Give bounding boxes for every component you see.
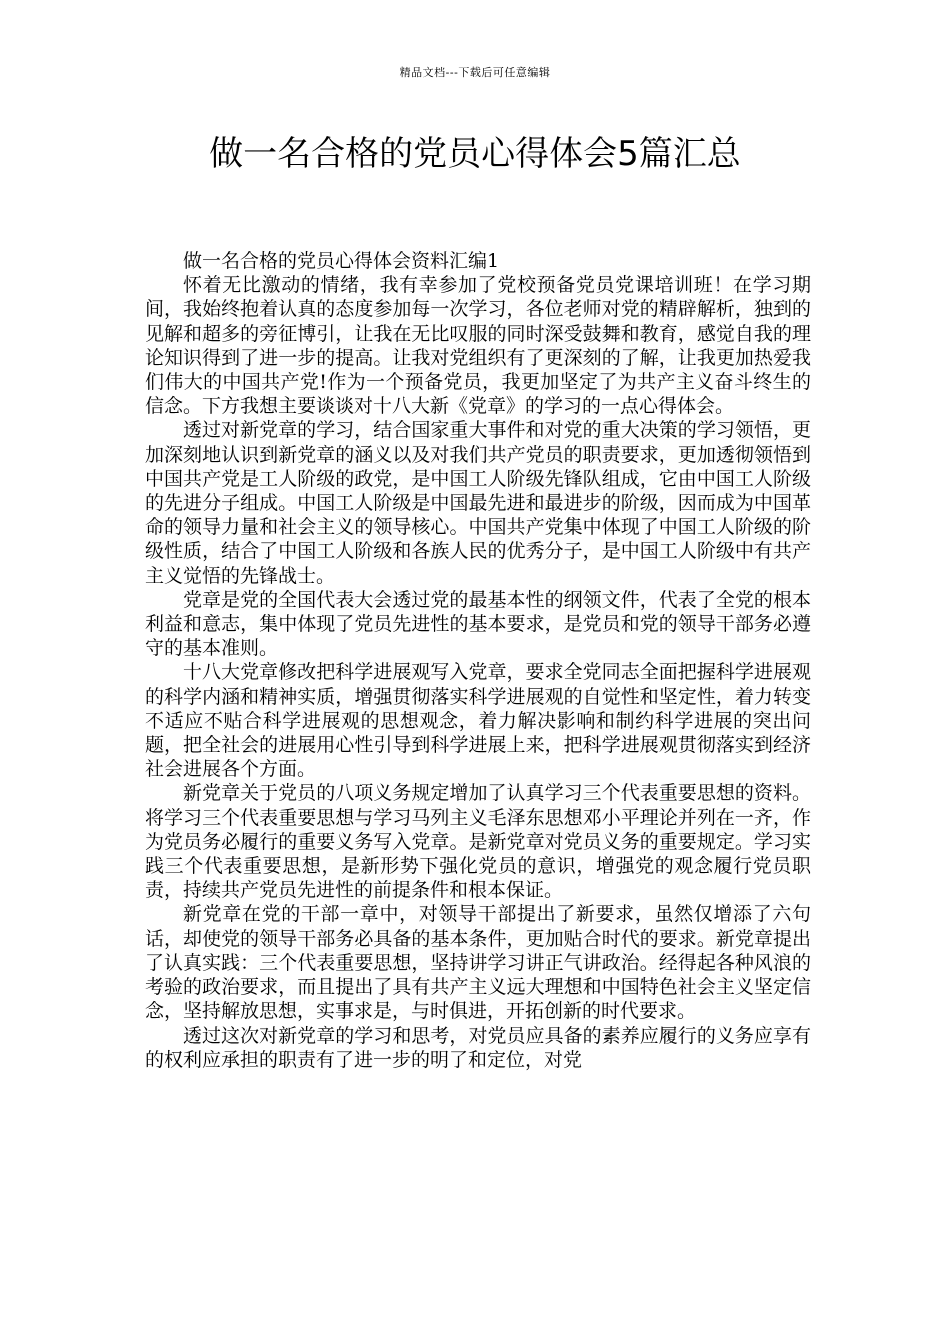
paragraph-5: 新党章关于党员的八项义务规定增加了认真学习三个代表重要思想的资料。将学习三个代表重要思想与学习马列主义毛泽东思想邓小平理论并列在一齐，作为党员务必履行的重要义务写入党章。是新党章对党员义务的重要规定。学习实践三个代表重要思想，是新形势下强化党员的意识，增强党的观念履行党员职责，持续共产党员先进性的前提条件和根本保证。 — [145, 782, 811, 902]
header-note: 精品文档---下载后可任意编辑 — [399, 66, 551, 79]
paragraph-1: 怀着无比激动的情绪，我有幸参加了党校预备党员党课培训班！在学习期间，我始终抱着认真的态度参加每一次学习，各位老师对党的精辟解析，独到的见解和超多的旁征博引，让我在无比叹服的同时深受鼓舞和教育，感觉自我的理论知识得到了进一步的提高。让我对党组织有了更深刻的了解，让我更加热爱我们伟大的中国共产党!作为一个预备党员，我更加坚定了为共产主义奋斗终生的信念。下方我想主要谈谈对十八大新《党章》的学习的一点心得体会。 — [145, 274, 811, 418]
paragraph-3: 党章是党的全国代表大会透过党的最基本性的纲领文件，代表了全党的根本利益和意志，集中体现了党员先进性的基本要求，是党员和党的领导干部务必遵守的基本准则。 — [145, 588, 811, 660]
paragraph-7: 透过这次对新党章的学习和思考，对党员应具备的素养应履行的义务应享有的权利应承担的职责有了进一步的明了和定位，对党 — [145, 1024, 811, 1071]
paragraph-4: 十八大党章修改把科学进展观写入党章，要求全党同志全面把握科学进展观的科学内涵和精神实质，增强贯彻落实科学进展观的自觉性和坚定性，着力转变不适应不贴合科学进展观的思想观念，着力解决影响和制约科学进展的突出问题，把全社会的进展用心性引导到科学进展上来，把科学进展观贯彻落实到经济社会进展各个方面。 — [145, 661, 811, 781]
paragraph-6: 新党章在党的干部一章中，对领导干部提出了新要求，虽然仅增添了六句话，却使党的领导干部务必具备的基本条件，更加贴合时代的要求。新党章提出了认真实践：三个代表重要思想，坚持讲学习讲正气讲政治。经得起各种风浪的考验的政治要求，而且提出了具有共产主义远大理想和中国特色社会主义坚定信念，坚持解放思想，实事求是，与时俱进，开拓创新的时代要求。 — [145, 903, 811, 1023]
document-title: 做一名合格的党员心得体会5篇汇总 — [209, 134, 741, 174]
paragraph-2: 透过对新党章的学习，结合国家重大事件和对党的重大决策的学习领悟，更加深刻地认识到新党章的涵义以及对我们共产党员的职责要求，更加透彻领悟到中国共产党是工人阶级的政党，是中国工人阶级先锋队组成，它由中国工人阶级的先进分子组成。中国工人阶级是中国最先进和最进步的阶级，因而成为中国革命的领导力量和社会主义的领导核心。中国共产党集中体现了中国工人阶级的阶级性质，结合了中国工人阶级和各族人民的优秀分子，是中国工人阶级中有共产主义觉悟的先锋战士。 — [145, 419, 811, 587]
section-heading: 做一名合格的党员心得体会资料汇编1 — [183, 250, 500, 272]
document-body — [145, 249, 811, 1072]
